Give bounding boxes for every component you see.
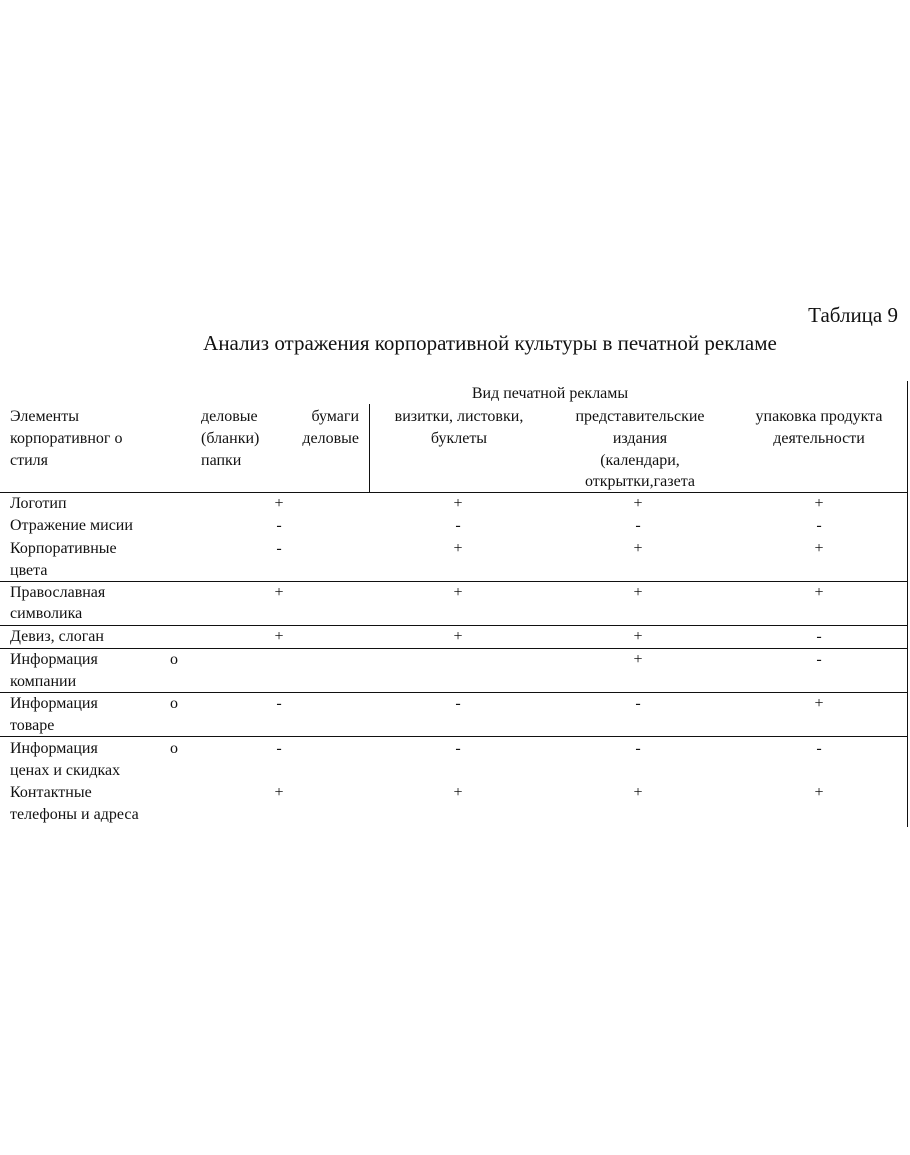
mark-cell: +: [274, 495, 284, 512]
mark-cell: +: [633, 584, 643, 601]
mark-cell: +: [633, 651, 643, 668]
row-separator: [0, 648, 908, 649]
mark-cell: +: [453, 584, 463, 601]
table-title: Анализ отражения корпоративной культуры в печатной рекламе: [203, 331, 777, 355]
mark-cell: -: [816, 517, 822, 534]
mark-cell: +: [814, 784, 824, 801]
row-label: Контактные: [10, 784, 92, 801]
row-label: Девиз, слоган: [10, 628, 104, 645]
mark-cell: -: [816, 628, 822, 645]
mark-cell: +: [274, 628, 284, 645]
row-label: компании: [10, 673, 77, 690]
mark-cell: +: [633, 784, 643, 801]
row-label-suffix: о: [170, 740, 178, 757]
row-label: символика: [10, 605, 83, 622]
mark-cell: +: [453, 495, 463, 512]
row-separator: [0, 736, 908, 737]
row-label: Корпоративные: [10, 540, 117, 557]
row-label-suffix: о: [170, 651, 178, 668]
table-number: Таблица 9: [808, 303, 898, 327]
row-label: Логотип: [10, 495, 67, 512]
row-label: Отражение мисии: [10, 517, 133, 534]
mark-cell: +: [274, 584, 284, 601]
mark-cell: -: [455, 695, 461, 712]
mark-cell: +: [814, 540, 824, 557]
row-label: Информация: [10, 695, 98, 712]
mark-cell: +: [453, 784, 463, 801]
mark-cell: -: [276, 517, 282, 534]
mark-cell: +: [633, 495, 643, 512]
row-label: цвета: [10, 562, 48, 579]
mark-cell: -: [816, 740, 822, 757]
mark-cell: -: [455, 517, 461, 534]
mark-cell: +: [633, 628, 643, 645]
mark-cell: +: [453, 540, 463, 557]
row-label: Информация: [10, 740, 98, 757]
row-label: ценах и скидках: [10, 762, 121, 779]
mark-cell: -: [635, 517, 641, 534]
mark-cell: +: [814, 695, 824, 712]
mark-cell: +: [814, 495, 824, 512]
row-label: Информация: [10, 651, 98, 668]
mark-cell: -: [276, 695, 282, 712]
header-group-label: Вид печатной рекламы: [471, 385, 629, 402]
mark-cell: -: [816, 651, 822, 668]
mark-cell: -: [276, 740, 282, 757]
mark-cell: -: [635, 695, 641, 712]
row-label: Православная: [10, 584, 106, 601]
mark-cell: +: [814, 584, 824, 601]
mark-cell: +: [274, 784, 284, 801]
mark-cell: -: [276, 540, 282, 557]
mark-cell: -: [455, 740, 461, 757]
row-label-suffix: о: [170, 695, 178, 712]
mark-cell: +: [453, 628, 463, 645]
mark-cell: -: [635, 740, 641, 757]
mark-cell: +: [633, 540, 643, 557]
row-label: телефоны и адреса: [10, 806, 139, 823]
row-label: товаре: [10, 717, 55, 734]
